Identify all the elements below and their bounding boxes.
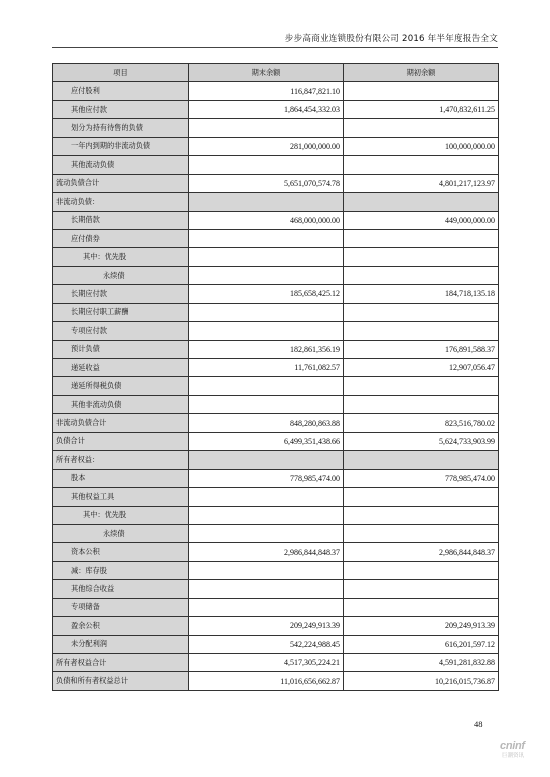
row-end-balance: 468,000,000.00 (189, 211, 344, 229)
row-begin-balance: 823,516,780.02 (344, 414, 499, 432)
row-begin-balance (344, 193, 499, 211)
row-end-balance (189, 524, 344, 542)
cninfo-logo (500, 740, 544, 770)
row-label: 专项应付款 (53, 322, 189, 340)
row-label: 负债合计 (53, 432, 189, 450)
row-label: 减：库存股 (53, 561, 189, 579)
row-end-balance: 542,224,988.45 (189, 635, 344, 653)
row-end-balance: 1,864,454,332.03 (189, 100, 344, 118)
table-row (53, 432, 499, 450)
row-label: 股本 (53, 469, 189, 487)
row-begin-balance: 2,986,844,848.37 (344, 543, 499, 561)
table-row (53, 451, 499, 469)
row-label: 一年内到期的非流动负债 (53, 137, 189, 155)
row-begin-balance: 4,591,281,832.88 (344, 654, 499, 672)
row-begin-balance: 449,000,000.00 (344, 211, 499, 229)
row-end-balance: 6,499,351,438.66 (189, 432, 344, 450)
table-row (53, 395, 499, 413)
row-begin-balance (344, 82, 499, 100)
row-begin-balance (344, 229, 499, 247)
row-begin-balance (344, 303, 499, 321)
row-label: 应付股利 (53, 82, 189, 100)
row-begin-balance: 1,470,832,611.25 (344, 100, 499, 118)
row-end-balance: 11,016,656,662.87 (189, 672, 344, 690)
balance-sheet-table (52, 63, 499, 691)
row-begin-balance (344, 561, 499, 579)
column-header-end-balance: 期末余额 (189, 64, 344, 82)
table-row (53, 285, 499, 303)
row-label: 长期借款 (53, 211, 189, 229)
row-begin-balance: 184,718,135.18 (344, 285, 499, 303)
row-end-balance (189, 561, 344, 579)
table-row (53, 543, 499, 561)
table-row (53, 598, 499, 616)
row-label: 其他综合收益 (53, 580, 189, 598)
row-end-balance (189, 303, 344, 321)
table-row (53, 156, 499, 174)
row-end-balance (189, 248, 344, 266)
row-begin-balance (344, 524, 499, 542)
row-begin-balance (344, 156, 499, 174)
row-label: 长期应付款 (53, 285, 189, 303)
table-row (53, 617, 499, 635)
row-label: 非流动负债合计 (53, 414, 189, 432)
row-label: 其他权益工具 (53, 488, 189, 506)
row-begin-balance: 5,624,733,903.99 (344, 432, 499, 450)
row-begin-balance (344, 451, 499, 469)
row-label: 资本公积 (53, 543, 189, 561)
row-begin-balance: 778,985,474.00 (344, 469, 499, 487)
row-end-balance (189, 506, 344, 524)
row-begin-balance (344, 248, 499, 266)
row-label: 应付债券 (53, 229, 189, 247)
table-header-row (53, 64, 499, 82)
row-label: 其中：优先股 (53, 506, 189, 524)
row-label: 预计负债 (53, 340, 189, 358)
row-label: 其他非流动负债 (53, 395, 189, 413)
row-begin-balance (344, 395, 499, 413)
row-begin-balance: 100,000,000.00 (344, 137, 499, 155)
row-end-balance: 185,658,425.12 (189, 285, 344, 303)
row-end-balance: 5,651,070,574.78 (189, 174, 344, 192)
logo-sub-text: 巨潮资讯 (502, 753, 525, 759)
row-begin-balance: 176,891,588.37 (344, 340, 499, 358)
row-begin-balance (344, 488, 499, 506)
table-row (53, 137, 499, 155)
row-end-balance (189, 451, 344, 469)
row-begin-balance (344, 598, 499, 616)
table-row (53, 303, 499, 321)
row-end-balance: 116,847,821.10 (189, 82, 344, 100)
table-row (53, 211, 499, 229)
row-begin-balance (344, 266, 499, 284)
table-row (53, 506, 499, 524)
row-end-balance: 209,249,913.39 (189, 617, 344, 635)
row-label: 永续债 (53, 524, 189, 542)
table-row (53, 82, 499, 100)
row-end-balance: 281,000,000.00 (189, 137, 344, 155)
row-label: 其他流动负债 (53, 156, 189, 174)
column-header-begin-balance: 期初余额 (344, 64, 499, 82)
table-row (53, 359, 499, 377)
table-row (53, 672, 499, 690)
table-row (53, 119, 499, 137)
row-begin-balance: 4,801,217,123.97 (344, 174, 499, 192)
table-row (53, 580, 499, 598)
row-end-balance (189, 395, 344, 413)
row-begin-balance (344, 377, 499, 395)
row-label: 负债和所有者权益总计 (53, 672, 189, 690)
table-row (53, 561, 499, 579)
row-label: 专项储备 (53, 598, 189, 616)
row-label: 递延收益 (53, 359, 189, 377)
row-end-balance (189, 598, 344, 616)
table-row (53, 340, 499, 358)
table-row (53, 174, 499, 192)
row-label: 递延所得税负债 (53, 377, 189, 395)
row-begin-balance: 12,907,056.47 (344, 359, 499, 377)
table-row (53, 635, 499, 653)
table-row (53, 414, 499, 432)
row-end-balance (189, 193, 344, 211)
row-label: 其他应付款 (53, 100, 189, 118)
table-body (53, 82, 499, 690)
table-row (53, 100, 499, 118)
table-row (53, 248, 499, 266)
row-end-balance (189, 156, 344, 174)
row-label: 划分为持有待售的负债 (53, 119, 189, 137)
row-label: 所有者权益： (53, 451, 189, 469)
table-row (53, 469, 499, 487)
row-end-balance (189, 322, 344, 340)
column-header-item: 项目 (53, 64, 189, 82)
table-row (53, 488, 499, 506)
report-header (52, 30, 498, 48)
row-begin-balance (344, 322, 499, 340)
row-label: 其中：优先股 (53, 248, 189, 266)
row-begin-balance (344, 580, 499, 598)
row-end-balance (189, 229, 344, 247)
row-end-balance (189, 488, 344, 506)
row-begin-balance (344, 506, 499, 524)
table-row (53, 322, 499, 340)
row-begin-balance: 209,249,913.39 (344, 617, 499, 635)
row-begin-balance (344, 119, 499, 137)
row-begin-balance: 10,216,015,736.87 (344, 672, 499, 690)
row-end-balance (189, 119, 344, 137)
row-end-balance: 11,761,082.57 (189, 359, 344, 377)
row-end-balance: 182,861,356.19 (189, 340, 344, 358)
row-label: 非流动负债： (53, 193, 189, 211)
row-label: 所有者权益合计 (53, 654, 189, 672)
table-row (53, 377, 499, 395)
report-title: 步步高商业连锁股份有限公司 2016 年半年度报告全文 (284, 34, 498, 44)
row-label: 永续债 (53, 266, 189, 284)
row-end-balance: 848,280,863.88 (189, 414, 344, 432)
logo-brand-text: cninf (500, 740, 525, 752)
table-row (53, 654, 499, 672)
page-number: 48 (474, 719, 483, 729)
row-end-balance: 2,986,844,848.37 (189, 543, 344, 561)
row-end-balance: 4,517,305,224.21 (189, 654, 344, 672)
row-end-balance: 778,985,474.00 (189, 469, 344, 487)
row-label: 长期应付职工薪酬 (53, 303, 189, 321)
table-row (53, 193, 499, 211)
row-end-balance (189, 580, 344, 598)
row-begin-balance: 616,201,597.12 (344, 635, 499, 653)
table-row (53, 229, 499, 247)
row-end-balance (189, 377, 344, 395)
row-end-balance (189, 266, 344, 284)
row-label: 盈余公积 (53, 617, 189, 635)
table-row (53, 524, 499, 542)
row-label: 流动负债合计 (53, 174, 189, 192)
row-label: 未分配利润 (53, 635, 189, 653)
table-row (53, 266, 499, 284)
